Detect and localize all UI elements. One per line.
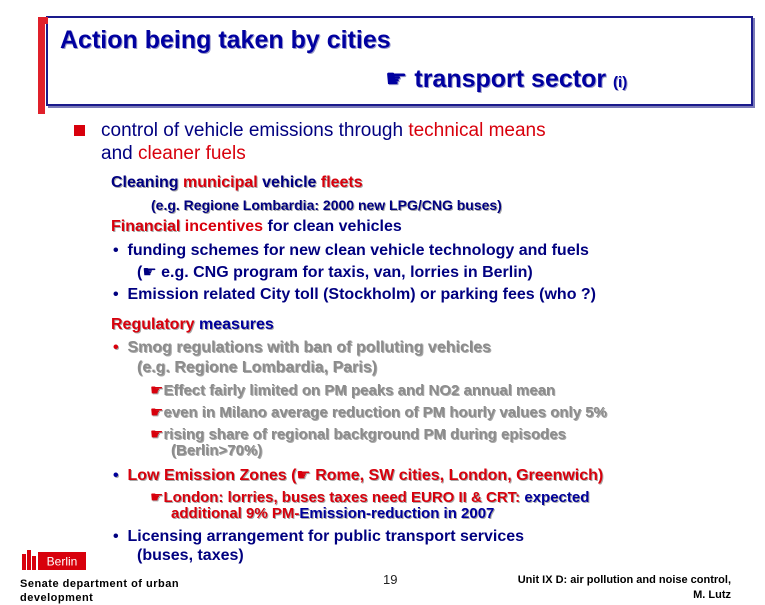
square-bullet-icon — [74, 125, 85, 136]
title-accent-bar — [38, 17, 45, 114]
footer-unit: Unit IX D: air pollution and noise control, M. Lutz — [517, 574, 731, 601]
slide-title-suffix: (i) — [613, 74, 628, 91]
london-line1: ☛London: lorries, buses taxes need EURO II & CRT: expected — [150, 488, 590, 506]
financial-bullet2: • Emission related City toll (Stockholm) or parking fees (who ?) — [113, 286, 597, 303]
intro-line2: and cleaner fuels — [101, 143, 246, 164]
financial-bullet1-line2: (☛ e.g. CNG program for taxis, van, lorries in Berlin) — [137, 262, 533, 281]
intro-line1: control of vehicle emissions through technical means — [101, 120, 546, 141]
pointing-hand-icon: ☛ — [150, 381, 164, 399]
london-line2: additional 9% PM-Emission-reduction in 2007 — [171, 505, 495, 522]
footer-department: Senate department of urban development — [20, 578, 180, 604]
lez-bullet: • Low Emission Zones (☛ Rome, SW cities, London, Greenwich) — [113, 465, 604, 484]
financial-heading: Financial incentives for clean vehicles — [111, 218, 402, 235]
berlin-logo — [22, 550, 84, 570]
licensing-bullet-line1: • Licensing arrangement for public transport services — [113, 528, 525, 545]
slide-title-line1: Action being taken by cities — [60, 26, 391, 54]
smog-bullet-line2: (e.g. Regione Lombardia, Paris) — [137, 359, 378, 376]
pointing-hand-icon: ☛ — [296, 465, 311, 484]
slide-title-line2: ☛ transport sector (i) — [385, 64, 628, 93]
title-accent-corner — [38, 17, 48, 24]
logo-text: Berlin — [46, 554, 78, 569]
pointing-hand-icon: ☛ — [385, 64, 408, 93]
cleaning-heading: Cleaning municipal vehicle fleets — [111, 174, 363, 191]
cleaning-example: (e.g. Regione Lombardia: 2000 new LPG/CNG buses) — [151, 197, 502, 213]
smog-sub3-line1: ☛rising share of regional background PM during episodes — [150, 425, 567, 443]
smog-sub3-line2: (Berlin>70%) — [171, 442, 263, 459]
bullet-dot-icon: • — [113, 286, 119, 303]
bullet-dot-icon: • — [113, 467, 119, 484]
smog-bullet-line1: • Smog regulations with ban of polluting vehicles — [113, 339, 492, 356]
pointing-hand-icon: ☛ — [142, 262, 157, 281]
regulatory-heading: Regulatory measures — [111, 316, 274, 333]
smog-sub2: ☛even in Milano average reduction of PM hourly values only 5% — [150, 403, 607, 421]
pointing-hand-icon: ☛ — [150, 425, 164, 443]
page-number: 19 — [383, 572, 398, 587]
bullet-dot-icon: • — [113, 528, 119, 545]
bullet-dot-icon: • — [113, 339, 119, 356]
smog-sub1: ☛Effect fairly limited on PM peaks and NO2 annual mean — [150, 381, 556, 399]
berlin-bear-icon — [22, 550, 86, 570]
bullet-dot-icon: • — [113, 242, 119, 259]
pointing-hand-icon: ☛ — [150, 488, 164, 506]
financial-bullet1-line1: • funding schemes for new clean vehicle technology and fuels — [113, 242, 589, 259]
pointing-hand-icon: ☛ — [150, 403, 164, 421]
licensing-bullet-line2: (buses, taxes) — [137, 547, 244, 564]
